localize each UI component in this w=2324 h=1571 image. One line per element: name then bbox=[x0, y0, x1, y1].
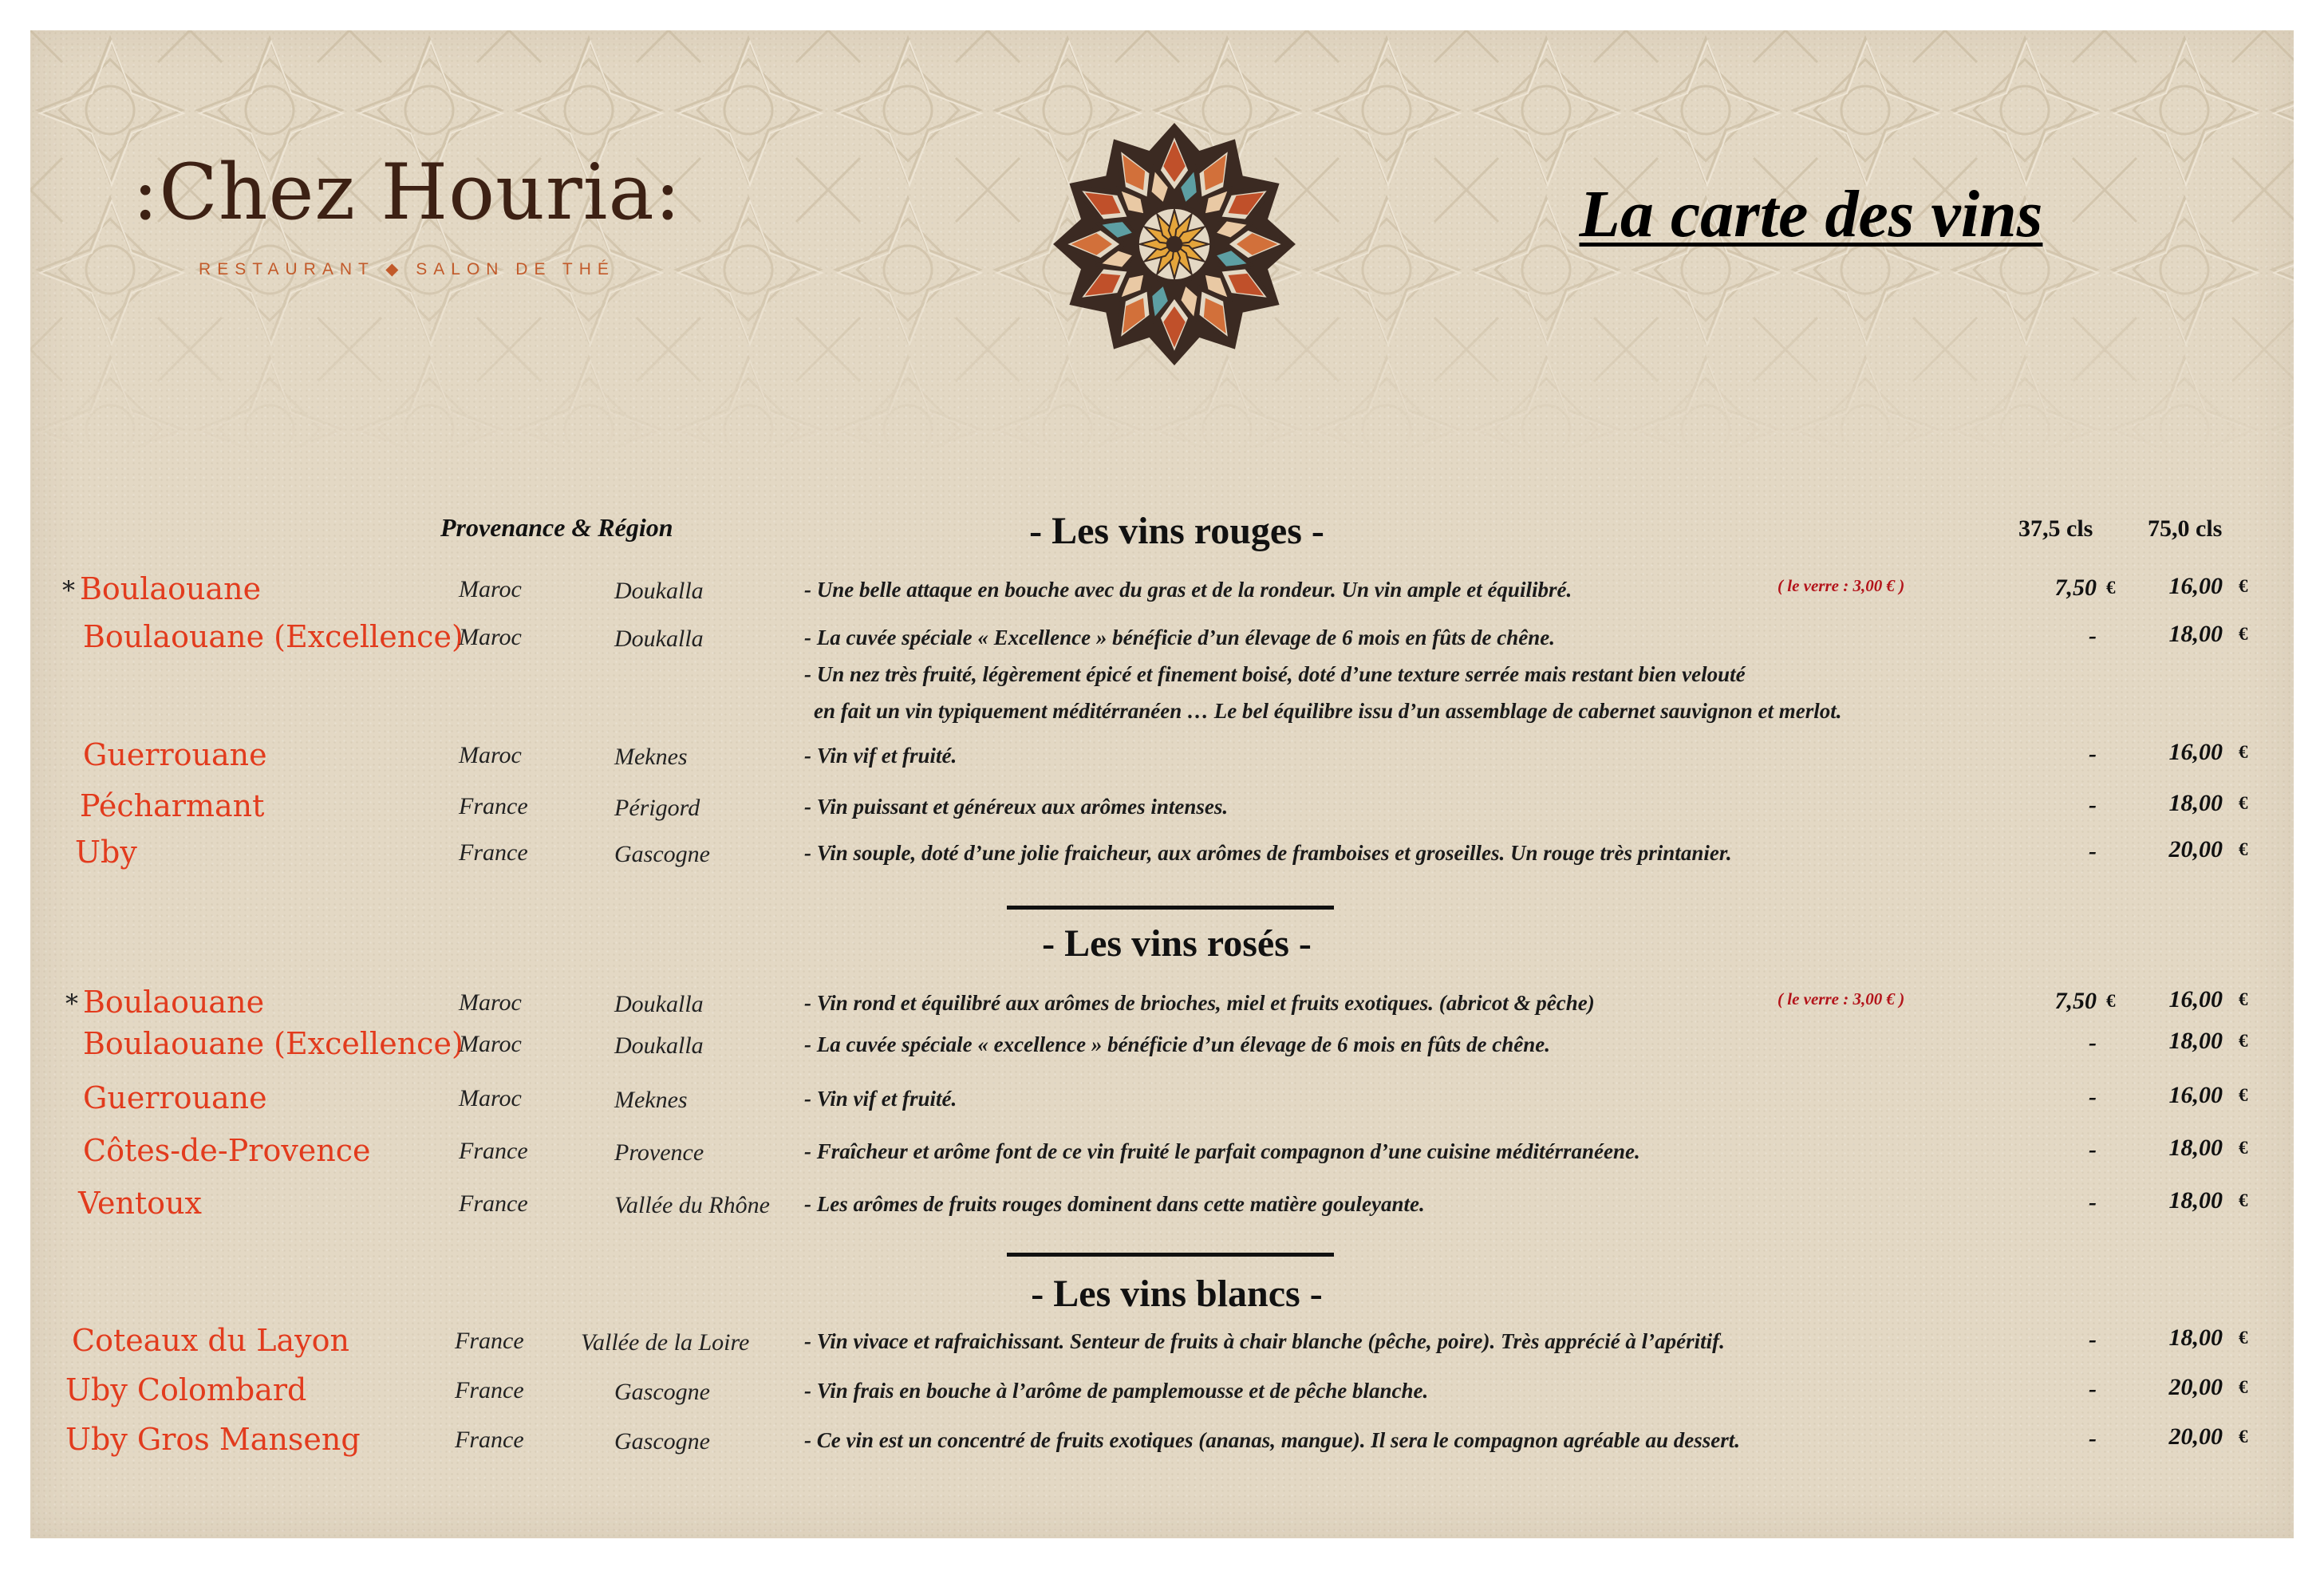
price-large: 16,00 bbox=[2168, 986, 2223, 1012]
wine-name-cell bbox=[80, 788, 264, 823]
currency-symbol: € bbox=[2239, 742, 2248, 762]
section-divider bbox=[1007, 906, 1334, 910]
section-title: - Les vins rouges - bbox=[1029, 510, 1324, 552]
wine-region: Périgord bbox=[614, 795, 700, 821]
wine-name: Guerrouane bbox=[83, 1080, 267, 1115]
currency-symbol: € bbox=[2106, 991, 2116, 1011]
moroccan-rosette-emblem bbox=[1052, 121, 1297, 367]
currency-symbol: € bbox=[2239, 793, 2248, 813]
wine-description: - Ce vin est un concentré de fruits exotiques (ananas, mangue). Il sera le compagnon agréable au dessert. bbox=[804, 1428, 1741, 1452]
currency-symbol: € bbox=[2239, 576, 2248, 596]
currency-symbol: € bbox=[2239, 1328, 2248, 1348]
currency-symbol: € bbox=[2239, 1138, 2248, 1158]
currency-symbol: € bbox=[2239, 1085, 2248, 1105]
house-wine-star: * bbox=[62, 575, 75, 606]
wine-country: France bbox=[459, 793, 528, 819]
wine-country: Maroc bbox=[459, 989, 522, 1016]
price-large: 18,00 bbox=[2168, 1187, 2223, 1214]
wine-description: - Vin rond et équilibré aux arômes de brioches, miel et fruits exotiques. (abricot & pêche) bbox=[804, 991, 1595, 1015]
price-small: - bbox=[2089, 1376, 2097, 1402]
price-small-header: 37,5 cls bbox=[2018, 515, 2093, 542]
wine-name-cell bbox=[78, 1186, 202, 1221]
price-small: - bbox=[2089, 1425, 2097, 1451]
section-divider bbox=[1007, 1253, 1334, 1257]
glass-price-note: ( le verre : 3,00 € ) bbox=[1778, 989, 1905, 1009]
page-title: La carte des vins bbox=[1579, 177, 2043, 251]
wine-description: - Vin vif et fruité. bbox=[804, 744, 957, 768]
wine-description: - La cuvée spéciale « Excellence » bénéficie d’un élevage de 6 mois en fûts de chêne. bbox=[804, 626, 1555, 649]
wine-region: Doukalla bbox=[614, 578, 704, 604]
wine-name: Boulaouane (Excellence) bbox=[83, 619, 464, 654]
currency-symbol: € bbox=[2239, 1190, 2248, 1210]
wine-region: Vallée du Rhône bbox=[614, 1192, 770, 1218]
price-large: 18,00 bbox=[2168, 1324, 2223, 1351]
wine-name-cell bbox=[83, 737, 267, 772]
wine-name: Boulaouane bbox=[83, 985, 265, 1020]
currency-symbol: € bbox=[2239, 1427, 2248, 1447]
wine-name: Ventoux bbox=[78, 1186, 202, 1221]
wine-name: Uby Colombard bbox=[65, 1372, 307, 1407]
price-large: 16,00 bbox=[2168, 573, 2223, 599]
wine-region: Meknes bbox=[614, 1087, 688, 1113]
wine-description: - Les arômes de fruits rouges dominent dans cette matière gouleyante. bbox=[804, 1192, 1425, 1216]
wine-country: France bbox=[455, 1377, 524, 1403]
section-title: - Les vins blancs - bbox=[1031, 1273, 1323, 1315]
house-wine-star: * bbox=[65, 989, 78, 1019]
wine-name-cell bbox=[65, 985, 264, 1020]
wine-country: Maroc bbox=[459, 742, 522, 768]
restaurant-logo bbox=[120, 148, 694, 291]
wine-region: Doukalla bbox=[614, 991, 704, 1017]
price-large: 18,00 bbox=[2168, 621, 2223, 647]
provenance-header: Provenance & Région bbox=[440, 513, 673, 542]
price-large: 18,00 bbox=[2168, 1135, 2223, 1161]
wine-country: France bbox=[459, 839, 528, 866]
wine-country: Maroc bbox=[459, 576, 522, 602]
wine-name: Guerrouane bbox=[83, 737, 267, 772]
wine-name-cell bbox=[65, 1422, 361, 1457]
wine-name: Coteaux du Layon bbox=[72, 1323, 349, 1358]
wine-country: Maroc bbox=[459, 1031, 522, 1057]
restaurant-tagline: RESTAURANT ◆ SALON DE THÉ bbox=[199, 260, 615, 278]
price-small: - bbox=[2089, 791, 2097, 818]
wine-region: Gascogne bbox=[614, 841, 710, 867]
wine-region: Gascogne bbox=[614, 1428, 710, 1455]
price-small: 7,50 bbox=[2054, 988, 2097, 1014]
wine-region: Vallée de la Loire bbox=[581, 1329, 750, 1356]
wine-region: Gascogne bbox=[614, 1379, 710, 1405]
wine-description: - Vin vif et fruité. bbox=[804, 1087, 957, 1111]
price-large: 18,00 bbox=[2168, 790, 2223, 816]
currency-symbol: € bbox=[2239, 1377, 2248, 1397]
wine-description: - Vin vivace et rafraichissant. Senteur de fruits à chair blanche (pêche, poire). Très apprécié à l’apéritif. bbox=[804, 1329, 1725, 1353]
price-small: 7,50 bbox=[2054, 574, 2097, 601]
currency-symbol: € bbox=[2239, 839, 2248, 859]
wine-country: France bbox=[459, 1138, 528, 1164]
wine-country: France bbox=[455, 1427, 524, 1453]
wine-name-cell bbox=[62, 571, 261, 606]
wine-region: Doukalla bbox=[614, 626, 704, 652]
wine-name: Uby Gros Manseng bbox=[65, 1422, 361, 1457]
price-small: - bbox=[2089, 1189, 2097, 1215]
wine-name-cell bbox=[83, 619, 464, 654]
currency-symbol: € bbox=[2239, 989, 2248, 1009]
wine-description: - Vin souple, doté d’une jolie fraicheur, aux arômes de framboises et groseilles. Un rouge très printanier. bbox=[804, 841, 1732, 865]
wine-name-cell bbox=[72, 1323, 349, 1358]
price-large: 20,00 bbox=[2168, 836, 2223, 862]
wine-name-cell bbox=[83, 1026, 464, 1061]
section-title: - Les vins rosés - bbox=[1042, 922, 1312, 965]
price-large-header: 75,0 cls bbox=[2148, 515, 2223, 542]
wine-name: Côtes-de-Provence bbox=[83, 1133, 371, 1168]
wine-description: - Une belle attaque en bouche avec du gras et de la rondeur. Un vin ample et équilibré. bbox=[804, 578, 1572, 602]
wine-description: - Vin puissant et généreux aux arômes intenses. bbox=[804, 795, 1229, 819]
wine-description: en fait un vin typiquement méditérranéen … Le bel équilibre issu d’un assemblage de cabernet sauvignon et merlot. bbox=[814, 699, 1842, 723]
wine-country: Maroc bbox=[459, 624, 522, 650]
wine-description: - Un nez très fruité, légèrement épicé et finement boisé, doté d’une texture serrée mais restant bien velouté bbox=[804, 662, 1746, 686]
wine-country: France bbox=[455, 1328, 524, 1354]
price-large: 20,00 bbox=[2168, 1423, 2223, 1450]
currency-symbol: € bbox=[2106, 578, 2116, 598]
price-large: 18,00 bbox=[2168, 1028, 2223, 1054]
wine-description: - Fraîcheur et arôme font de ce vin fruité le parfait compagnon d’une cuisine méditérranéene. bbox=[804, 1139, 1640, 1163]
wine-name-cell bbox=[75, 835, 137, 870]
wine-name-cell bbox=[65, 1372, 306, 1407]
price-small: - bbox=[2089, 1326, 2097, 1352]
price-small: - bbox=[2089, 838, 2097, 864]
wine-name: Pécharmant bbox=[80, 788, 265, 823]
wine-country: France bbox=[459, 1190, 528, 1217]
wine-name: Boulaouane (Excellence) bbox=[83, 1026, 464, 1061]
price-small: - bbox=[2089, 740, 2097, 767]
wine-description: - La cuvée spéciale « excellence » bénéficie d’un élevage de 6 mois en fûts de chêne. bbox=[804, 1032, 1550, 1056]
price-large: 16,00 bbox=[2168, 739, 2223, 765]
wine-name: Boulaouane bbox=[80, 571, 262, 606]
wine-name: Uby bbox=[75, 835, 137, 870]
currency-symbol: € bbox=[2239, 624, 2248, 644]
wine-region: Doukalla bbox=[614, 1032, 704, 1059]
price-small: - bbox=[2089, 622, 2097, 649]
wine-country: Maroc bbox=[459, 1085, 522, 1111]
currency-symbol: € bbox=[2239, 1031, 2248, 1051]
price-small: - bbox=[2089, 1029, 2097, 1056]
glass-price-note: ( le verre : 3,00 € ) bbox=[1778, 576, 1905, 595]
wine-name-cell bbox=[83, 1080, 267, 1115]
price-large: 20,00 bbox=[2168, 1374, 2223, 1400]
wine-region: Meknes bbox=[614, 744, 688, 770]
wine-region: Provence bbox=[614, 1139, 704, 1166]
restaurant-name: :Chez Houria: bbox=[132, 148, 682, 237]
price-large: 16,00 bbox=[2168, 1082, 2223, 1108]
price-small: - bbox=[2089, 1084, 2097, 1110]
price-small: - bbox=[2089, 1136, 2097, 1162]
wine-name-cell bbox=[83, 1133, 371, 1168]
wine-description: - Vin frais en bouche à l’arôme de pamplemousse et de pêche blanche. bbox=[804, 1379, 1429, 1403]
